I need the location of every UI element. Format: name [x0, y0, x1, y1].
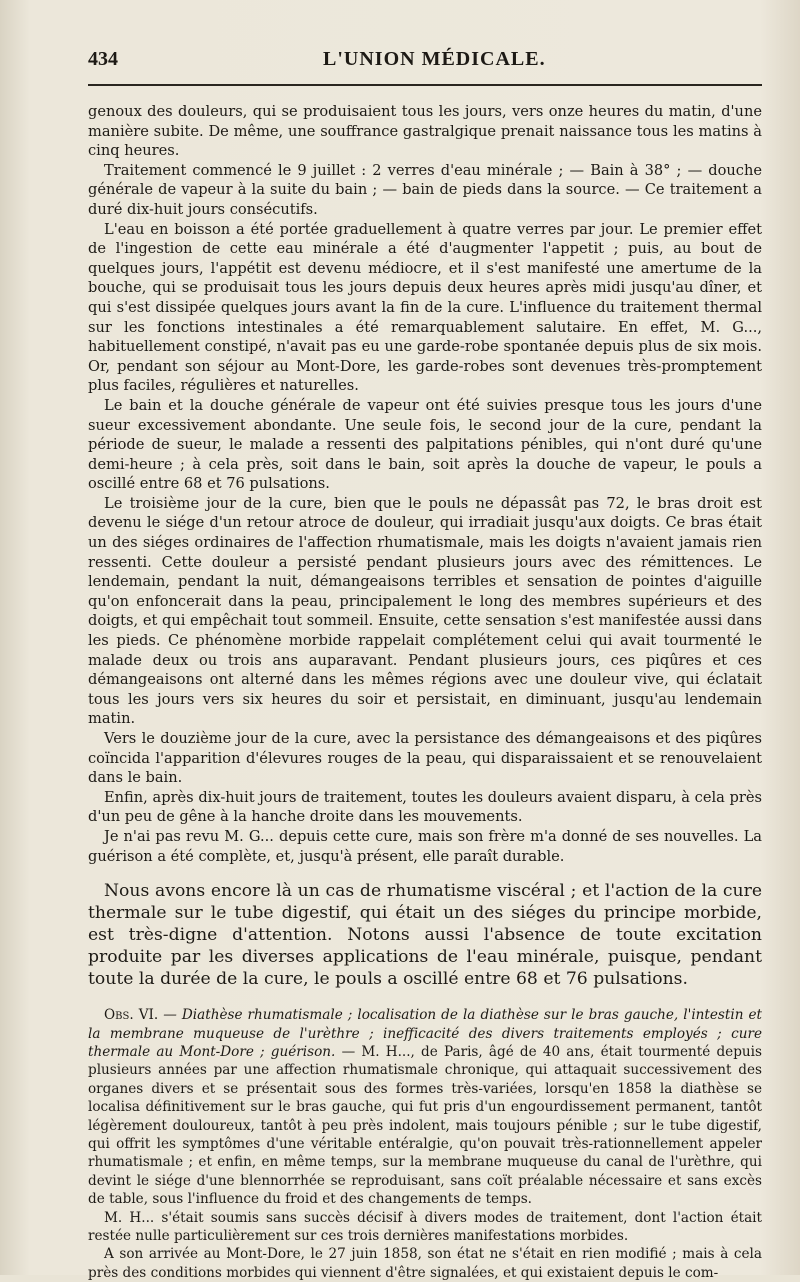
observation-section [88, 1006, 762, 1282]
paragraph: Vers le douzième jour de la cure, avec la persistance des démangeaisons et des piqûres coïncida l'apparition d'élevures rouges de la peau, qui disparaissaient et se renouvelaient dans le bain. [88, 730, 762, 787]
observation-paragraph: M. H... s'était soumis sans succès décisif à divers modes de traitement, dont l'action était restée nulle particulièrement sur ces trois dernières manifestations morbides. [88, 1209, 762, 1245]
observation-title: — Diathèse rhumatismale ; localisation de la diathèse sur le bras gauche, l'intestin et la membrane muqueuse de l'urèthre ; inefficacité des divers traitements employés ; cure thermale au Mont-Dore ; guérison. [88, 1007, 763, 1060]
paragraph: Traitement commencé le 9 juillet : 2 verres d'eau minérale ; — Bain à 38° ; — douche générale de vapeur à la suite du bain ; — bain de pieds dans la source. — Ce traitement a duré dix-huit jours consécutifs. [88, 161, 762, 218]
page-number: 434 [88, 48, 118, 70]
paragraph: Enfin, après dix-huit jours de traitement, toutes les douleurs avaient disparu, à cela près d'un peu de gêne à la hanche droite dans les mouvements. [88, 788, 762, 826]
page-header [88, 48, 762, 86]
summary-section [88, 880, 762, 990]
observation-paragraph: A son arrivée au Mont-Dore, le 27 juin 1858, son état ne s'était en rien modifié ; mais à cela près des conditions morbides qui viennent d'être signalées, et qui existaient depuis le com- [88, 1246, 762, 1281]
summary-paragraph: Nous avons encore là un cas de rhumatisme viscéral ; et l'action de la cure thermale sur le tube digestif, qui était un des siéges du principe morbide, est très-digne d'attention. Notons aussi l'absence de toute excitation produite par les diverses applications de l'eau minérale, puisque, pendant toute la durée de la cure, le pouls a oscillé entre 68 et 76 pulsations. [88, 881, 762, 990]
observation-label: Obs. VI. [104, 1007, 159, 1024]
paragraph: Je n'ai pas revu M. G... depuis cette cure, mais son frère m'a donné de ses nouvelles. La guérison a été complète, et, jusqu'à présent, elle paraît durable. [88, 827, 762, 865]
paragraph: genoux des douleurs, qui se produisaient tous les jours, vers onze heures du matin, d'une manière subite. De même, une souffrance gastralgique prenait naissance tous les matins à cinq heures. [88, 103, 762, 160]
running-head: L'UNION MÉDICALE. [323, 48, 546, 70]
paragraph: Le troisième jour de la cure, bien que le pouls ne dépassât pas 72, le bras droit est devenu le siége d'un retour atroce de douleur, qui irradiait jusqu'aux doigts. Ce bras était un des siéges ordinaires de l'affection rhumatismale, mais les doigts n'avaient jamais rien ressenti. Cette douleur a persisté pendant plusieurs jours avec des rémittences. Le lendemain, pendant la nuit, démangeaisons terribles et sensation de pointes d'aiguille qu'on enfoncerait dans la peau, principalement le long des membres supérieurs et des doigts, et qui empêchait tout sommeil. Ensuite, cette sensation s'est manifestée aussi dans les pieds. Ce phénomène morbide rappelait complétement celui qui avait tourmenté le malade deux ou trois ans auparavant. Pendant plusieurs jours, ces piqûres et ces démangeaisons ont alterné dans les mêmes régions avec une douleur vive, qui éclatait tous les jours vers six heures du soir et persistait, en diminuant, jusqu'au lendemain matin. [88, 494, 762, 728]
observation-text: — M. H..., de Paris, âgé de 40 ans, était tourmenté depuis plusieurs années par une affection rhumatismale chronique, qui attaquait successivement des organes divers et se présentait sous des formes très-variées, lorsqu'en 1858 la diathèse se localisa définitivement sur le bras gauche, qui fut pris d'un engourdissement permanent, tantôt légèrement douloureux, tantôt à peu près indolent, mais toujours pénible ; sur le tube digestif, qui offrit les symptômes d'une véritable entéralgie, qu'on pouvait très-rationnellement appeler rhumatismale ; et enfin, en même temps, sur la membrane muqueuse du canal de l'urèthre, qui devint le siége d'une blennorrhée se reproduisant, sans coït préalable nécessaire et sans excès de table, sous l'influence du froid et des changements de temps. [88, 1043, 762, 1208]
paragraph: Le bain et la douche générale de vapeur ont été suivies presque tous les jours d'une sueur excessivement abondante. Une seule fois, le second jour de la cure, pendant la période de sueur, le malade a ressenti des palpitations pénibles, qui n'ont duré qu'une demi-heure ; à cela près, soit dans le bain, soit après la douche de vapeur, le pouls a oscillé entre 68 et 76 pulsations. [88, 396, 762, 493]
observation-paragraph [88, 1006, 762, 1208]
body-text [88, 102, 762, 866]
paragraph: L'eau en boisson a été portée graduellement à quatre verres par jour. Le premier effet de l'ingestion de cette eau minérale a été d'augmenter l'appetit ; puis, au bout de quelques jours, l'appétit est devenu médiocre, et il s'est manifesté une amertume de la bouche, qui se produisait tous les jours depuis deux heures après midi jusqu'au dîner, et qui s'est dissipée quelques jours avant la fin de la cure. L'influence du traitement thermal sur les fonctions intestinales a été remarquablement salutaire. En effet, M. G..., habituellement constipé, n'avait pas eu une garde-robe spontanée depuis plus de six mois. Or, pendant son séjour au Mont-Dore, les garde-robes sont devenues très-promptement plus faciles, régulières et naturelles. [88, 220, 762, 395]
